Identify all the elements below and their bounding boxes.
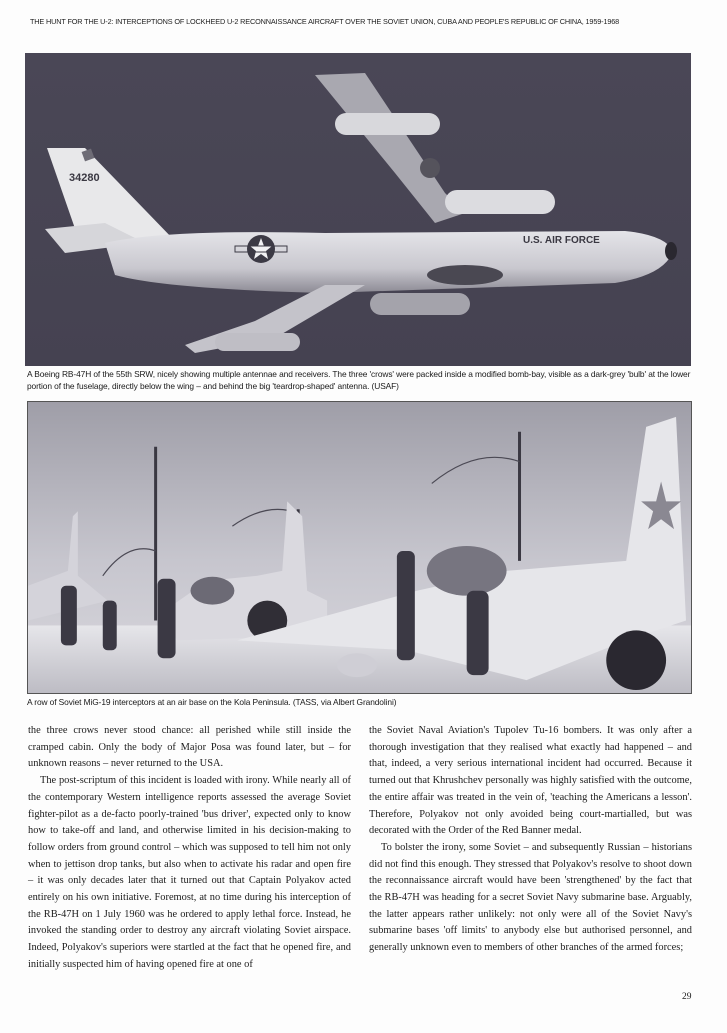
running-head: THE HUNT FOR THE U-2: INTERCEPTIONS OF LOCKHEED U-2 RECONNAISSANCE AIRCRAFT OVER THE SOVIET UNION, CUBA AND PEOPLE'S REPUBLIC OF CHINA, 1959-1968	[30, 17, 620, 26]
paragraph: the three crows never stood chance: all perished while still inside the cramped cabin. Only the body of Major Posa was found later, but – for unknown reasons – never returned to the USA.	[28, 725, 351, 770]
text-column-right	[369, 723, 692, 957]
photo-caption: A Boeing RB-47H of the 55th SRW, nicely showing multiple antennae and receivers. The three 'crows' were packed inside a modified bomb-bay, visible as a dark-grey 'bulb' at the lower portion of the fuselage, directly below the wing – and behind the big 'teardrop-shaped' antenna. (USAF)	[27, 369, 691, 391]
paragraph: The post-scriptum of this incident is loaded with irony. While nearly all of the contemporary Western intelligence reports assessed the average Soviet fighter-pilot as a de-facto poorly-trained 'bus driver', expected only to know how to take-off and land, and otherwise limited in his decision-making to follow orders from ground control – which was supposed to tell him not only when to jettison drop tanks, but also when to activate his radar and open fire – it was only decades later that it turned out that Captain Polyakov acted entirely on his own initiative. Foremost, at no time during his interception of the RB-47H on 1 July 1960 was he ordered to apply lethal force. Instead, he invoked the standing order to destroy any aircraft violating Soviet airspace. Indeed, Polyakov's superiors were startled at the fact that he opened fire, and initially suspected him of having opened fire at one of	[28, 775, 351, 970]
fuselage-marking: U.S. AIR FORCE	[523, 235, 600, 246]
photo-caption: A row of Soviet MiG-19 interceptors at an air base on the Kola Peninsula. (TASS, via Albert Grandolini)	[27, 697, 397, 707]
tail-number: 34280	[69, 172, 100, 184]
paragraph: the Soviet Naval Aviation's Tupolev Tu-16 bombers. It was only after a thorough investigation that they realised what exactly had happened – and that, indeed, a very serious international incident had occurred. Because it turned out that Khrushchev personally was highly satisfied with the outcome, the entire affair was treated in the vein of, 'teaching the Americans a lesson'. Therefore, Polyakov not only avoided being court-martialled, but was decorated with the Order of the Red Banner medal.	[369, 725, 692, 837]
page-number: 29	[682, 992, 692, 1002]
photo-rb47h	[25, 53, 691, 366]
text-column-left	[28, 723, 351, 974]
paragraph: To bolster the irony, some Soviet – and subsequently Russian – historians did not find this enough. They stressed that Polyakov's resolve to shoot down the reconnaissance aircraft would have been 'strengthened' by the fact that the RB-47H was heading for a secret Soviet Navy submarine base. Arguably, the latter appears rather unlikely: not only were all of the Soviet Navy's submarine bases 'off limits' to anybody else but authorised personnel, and generally unknown even to members of other branches of the armed forces;	[369, 841, 692, 954]
photo-mig19-row	[27, 401, 692, 694]
